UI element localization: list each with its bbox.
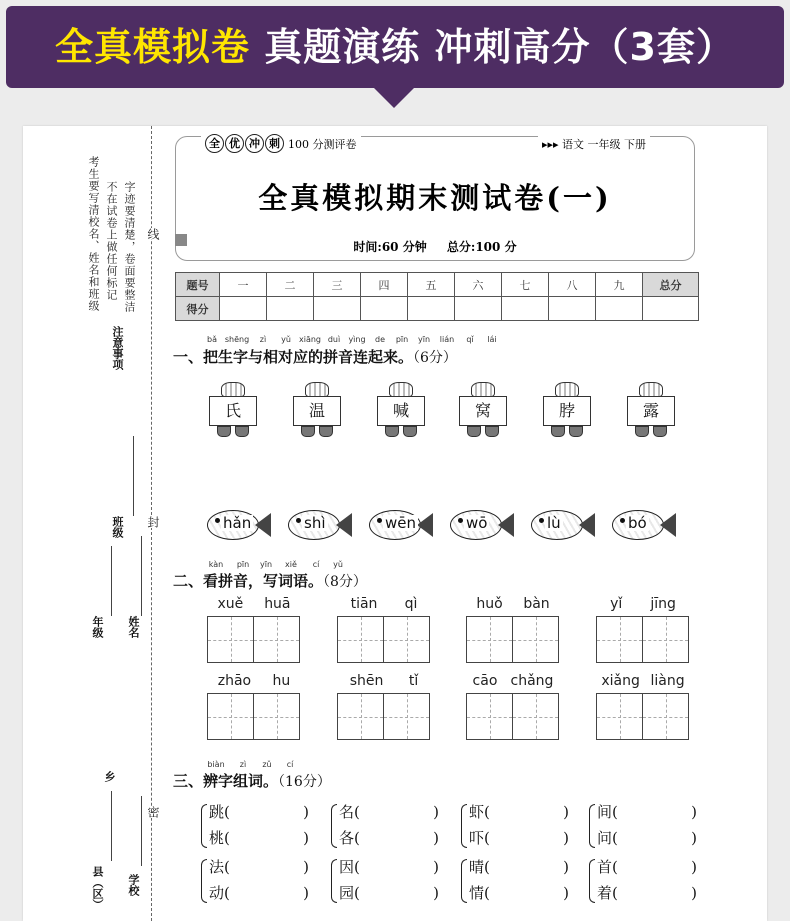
brace-icon [589, 804, 595, 848]
brace-icon [589, 859, 595, 903]
fish-pinyin[interactable] [288, 506, 354, 544]
pair-row[interactable] [597, 800, 697, 824]
pinyin: kàn [208, 560, 224, 569]
banner-highlight: 全真模拟卷 [55, 25, 251, 69]
col-header: 二 [267, 273, 314, 297]
pair-char: 法( [209, 858, 230, 876]
pair-row[interactable] [469, 826, 569, 850]
char-card: 氏 [209, 396, 257, 426]
score-header-row [176, 273, 699, 297]
paren-close: ) [433, 884, 439, 902]
paren-close: ) [303, 884, 309, 902]
fish-eye [539, 518, 544, 523]
pair-char: 晴( [469, 858, 490, 876]
cat-card[interactable] [627, 382, 675, 437]
score-cell[interactable] [455, 297, 502, 321]
exam-title: 全真模拟期末测试卷(一) [258, 181, 612, 215]
brace-icon [461, 859, 467, 903]
q3-pinyin [201, 760, 301, 769]
pinyin: yīn [417, 335, 431, 344]
word-pinyin: huā [264, 596, 291, 612]
fish-eye [215, 518, 220, 523]
row-label: 得分 [176, 297, 220, 321]
total-score: 总分:100 分 [446, 240, 517, 254]
score-cell[interactable] [220, 297, 267, 321]
pinyin: yīn [259, 560, 273, 569]
writing-box[interactable] [253, 616, 300, 663]
cat-legs [551, 426, 583, 436]
writing-box[interactable] [383, 693, 430, 740]
word-pinyin: bàn [523, 596, 550, 612]
pinyin: xiāng [298, 335, 321, 344]
total-score-cell[interactable] [643, 297, 699, 321]
q2-pinyin [201, 560, 349, 569]
brand-suffix: 100 分测评卷 [288, 137, 357, 151]
fish-label: hǎn [223, 514, 252, 532]
q1-title [173, 346, 457, 367]
score-cell[interactable] [361, 297, 408, 321]
pinyin: cí [286, 760, 294, 769]
col-header: 八 [549, 273, 596, 297]
char-card: 窝 [459, 396, 507, 426]
row-label: 题号 [176, 273, 220, 297]
time-limit: 时间:60 分钟 [353, 240, 427, 254]
word-pinyin: liàng [650, 673, 685, 689]
char-pair [331, 800, 441, 854]
fish-label: wēn [385, 514, 417, 532]
col-header: 七 [502, 273, 549, 297]
binding-margin [23, 126, 163, 921]
fish-tail [498, 513, 514, 537]
q1-points: （6分） [413, 350, 457, 366]
word-pinyin: cāo [472, 673, 498, 689]
pair-row[interactable] [469, 881, 569, 905]
score-cell[interactable] [267, 297, 314, 321]
char-pair [331, 855, 441, 909]
school-blank[interactable] [141, 796, 142, 866]
grade-blank[interactable] [111, 546, 112, 616]
brand-logo [201, 134, 361, 153]
brand-char: 优 [225, 134, 244, 153]
brand-char: 刺 [265, 134, 284, 153]
pair-char: 虾( [469, 803, 490, 821]
pair-char: 动( [209, 884, 230, 902]
pinyin: yìng [348, 335, 366, 344]
word-pinyin: zhāo [217, 673, 252, 689]
cat-legs [217, 426, 249, 436]
county-blank[interactable] [111, 791, 112, 861]
pinyin: shēng [224, 335, 250, 344]
pair-row[interactable] [209, 855, 309, 879]
paren-close: ) [691, 858, 697, 876]
q2-points: （8分） [323, 574, 367, 590]
pair-row[interactable] [339, 881, 439, 905]
cat-legs [301, 426, 333, 436]
notice-line-3: 字迹要清楚，卷面要整洁 [123, 181, 136, 313]
fish-pinyin[interactable] [531, 506, 597, 544]
col-header: 一 [220, 273, 267, 297]
char-pair [461, 855, 571, 909]
word-pinyin: huǒ [476, 596, 503, 612]
seal-char-secret: 密 [146, 806, 160, 818]
cat-legs [467, 426, 499, 436]
pinyin: zì [259, 335, 267, 344]
score-table [175, 272, 699, 321]
pinyin: de [375, 335, 385, 344]
writing-box[interactable] [512, 693, 559, 740]
char-card: 温 [293, 396, 341, 426]
writing-box[interactable] [642, 693, 689, 740]
name-blank[interactable] [141, 536, 142, 616]
pair-row[interactable] [339, 826, 439, 850]
word-pinyin: yǐ [610, 596, 623, 612]
pair-row[interactable] [597, 881, 697, 905]
pair-row[interactable] [339, 855, 439, 879]
cat-legs [635, 426, 667, 436]
pair-row[interactable] [209, 826, 309, 850]
pinyin: zǔ [262, 760, 272, 769]
fish-tail [255, 513, 271, 537]
pair-char: 首( [597, 858, 618, 876]
char-pair [589, 800, 699, 854]
col-header: 六 [455, 273, 502, 297]
pinyin: zì [239, 760, 247, 769]
notice-line-1: 考生要写清校名、姓名和班级 [87, 156, 100, 312]
pair-row[interactable] [597, 855, 697, 879]
pair-char: 着( [597, 884, 618, 902]
col-header: 五 [408, 273, 455, 297]
word-pinyin: shēn [349, 673, 384, 689]
paren-close: ) [303, 803, 309, 821]
fish-label: shì [304, 514, 326, 532]
fish-tail [417, 513, 433, 537]
writing-box[interactable] [466, 693, 513, 740]
q3-points: （16分） [278, 774, 331, 790]
promo-banner [6, 6, 784, 88]
score-cell[interactable] [549, 297, 596, 321]
q2-title [173, 570, 367, 591]
name-label: 姓名 [127, 616, 140, 638]
char-card: 脖 [543, 396, 591, 426]
score-input-row [176, 297, 699, 321]
col-header: 九 [596, 273, 643, 297]
fish-tail [660, 513, 676, 537]
word-pinyin: xiǎng [601, 673, 640, 689]
pinyin: xiě [285, 560, 297, 569]
fish-pinyin[interactable] [450, 506, 516, 544]
pair-char: 问( [597, 829, 618, 847]
pinyin: yǔ [281, 335, 291, 344]
pair-row[interactable] [469, 855, 569, 879]
word-pinyin: chǎng [510, 673, 554, 689]
q3-title-text: 三、辨字组词。 [173, 772, 279, 790]
pinyin: bǎ [207, 335, 217, 344]
writing-box[interactable] [596, 693, 643, 740]
paren-close: ) [303, 829, 309, 847]
paren-close: ) [563, 803, 569, 821]
paren-close: ) [691, 884, 697, 902]
score-cell[interactable] [502, 297, 549, 321]
fish-eye [458, 518, 463, 523]
grade-label: 年级 [91, 616, 104, 638]
char-card: 露 [627, 396, 675, 426]
cat-legs [385, 426, 417, 436]
school-label: 学校 [127, 874, 140, 896]
writing-box[interactable] [207, 693, 254, 740]
word-pinyin: qì [404, 596, 418, 612]
pinyin: qǐ [466, 335, 474, 344]
pair-char: 因( [339, 858, 360, 876]
exam-meta [175, 238, 695, 255]
cat-card[interactable] [377, 382, 425, 437]
pinyin: biàn [207, 760, 225, 769]
char-pair [201, 800, 311, 854]
pair-row[interactable] [597, 826, 697, 850]
writing-box[interactable] [337, 616, 384, 663]
fish-pinyin[interactable] [369, 506, 435, 544]
pair-char: 桃( [209, 829, 230, 847]
word-pinyin: hu [272, 673, 291, 689]
banner-headline [6, 6, 784, 88]
pinyin: pīn [395, 335, 409, 344]
brace-icon [201, 804, 207, 848]
word-pinyin: xuě [217, 596, 244, 612]
pair-char: 间( [597, 803, 618, 821]
brace-icon [201, 859, 207, 903]
paren-close: ) [563, 884, 569, 902]
pair-char: 园( [339, 884, 360, 902]
class-blank[interactable] [133, 436, 134, 516]
notice-heading: 注意事项 [111, 326, 124, 370]
pair-char: 情( [469, 884, 490, 902]
brace-icon [461, 804, 467, 848]
char-card: 喊 [377, 396, 425, 426]
char-pair [461, 800, 571, 854]
writing-box[interactable] [253, 693, 300, 740]
col-header: 三 [314, 273, 361, 297]
writing-box[interactable] [207, 616, 254, 663]
brace-icon [331, 804, 337, 848]
paren-close: ) [691, 829, 697, 847]
total-header: 总分 [643, 273, 699, 297]
fish-pinyin[interactable] [612, 506, 678, 544]
pinyin: cí [312, 560, 320, 569]
pair-char: 各( [339, 829, 360, 847]
seal-char-line: 线 [146, 228, 160, 240]
fish-tail [336, 513, 352, 537]
fish-eye [620, 518, 625, 523]
pinyin: yǔ [333, 560, 343, 569]
banner-subtitle: 真题演练 冲刺高分（3套） [264, 25, 735, 69]
banner-pointer [372, 86, 416, 108]
fish-label: wō [466, 514, 488, 532]
county-label: 县（区） [91, 866, 104, 910]
paren-close: ) [433, 829, 439, 847]
pinyin: duì [327, 335, 341, 344]
pair-row[interactable] [469, 800, 569, 824]
pinyin: lián [439, 335, 455, 344]
fish-pinyin[interactable] [207, 506, 273, 544]
brace-icon [331, 859, 337, 903]
writing-box[interactable] [512, 616, 559, 663]
pinyin: lái [487, 335, 497, 344]
pair-row[interactable] [209, 881, 309, 905]
fish-label: lù [547, 514, 561, 532]
class-label: 班级 [111, 516, 124, 538]
paren-close: ) [303, 858, 309, 876]
writing-box[interactable] [642, 616, 689, 663]
paren-close: ) [563, 858, 569, 876]
notice-line-2: 不在试卷上做任何标记 [105, 181, 118, 301]
paren-close: ) [563, 829, 569, 847]
char-pair [201, 855, 311, 909]
seal-char-seal: 封 [146, 516, 160, 528]
col-header: 四 [361, 273, 408, 297]
q2-title-text: 二、看拼音，写词语。 [173, 572, 324, 590]
paren-close: ) [433, 858, 439, 876]
cat-card[interactable] [209, 382, 257, 437]
word-pinyin: tǐ [408, 673, 419, 689]
q1-pinyin [201, 335, 503, 344]
writing-box[interactable] [596, 616, 643, 663]
cat-card[interactable] [543, 382, 591, 437]
pinyin: pīn [236, 560, 250, 569]
brand-char: 冲 [245, 134, 264, 153]
pair-row[interactable] [209, 800, 309, 824]
cat-card[interactable] [459, 382, 507, 437]
fish-eye [296, 518, 301, 523]
word-pinyin: jīng [650, 596, 676, 612]
grade-info: ▸▸▸ 语文 一年级 下册 [538, 136, 650, 152]
score-cell[interactable] [596, 297, 643, 321]
fish-tail [579, 513, 595, 537]
q3-title [173, 770, 331, 791]
writing-box[interactable] [337, 693, 384, 740]
pair-char: 名( [339, 803, 360, 821]
word-pinyin: tiān [350, 596, 378, 612]
pair-row[interactable] [339, 800, 439, 824]
paren-close: ) [433, 803, 439, 821]
exam-paper [23, 126, 767, 921]
q1-title-text: 一、把生字与相对应的拼音连起来。 [173, 348, 414, 366]
writing-box[interactable] [466, 616, 513, 663]
cat-card[interactable] [293, 382, 341, 437]
char-pair [589, 855, 699, 909]
pair-char: 吓( [469, 829, 490, 847]
township-label: 乡 [103, 771, 116, 782]
fish-eye [377, 518, 382, 523]
brand-char: 全 [205, 134, 224, 153]
score-cell[interactable] [314, 297, 361, 321]
score-cell[interactable] [408, 297, 455, 321]
writing-box[interactable] [383, 616, 430, 663]
fish-label: bó [628, 514, 647, 532]
paren-close: ) [691, 803, 697, 821]
pair-char: 跳( [209, 803, 230, 821]
